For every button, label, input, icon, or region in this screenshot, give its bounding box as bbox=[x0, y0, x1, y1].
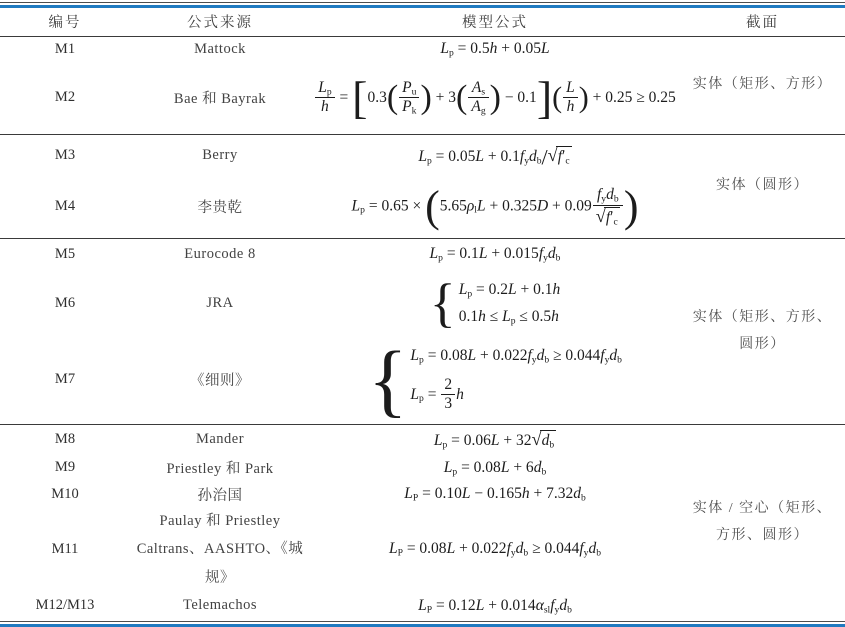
formula-source: Mander bbox=[195, 430, 245, 447]
header-row bbox=[0, 8, 845, 36]
section-cell-g1: 实体（矩形、方形） bbox=[692, 77, 833, 93]
formula-source: 《细则》 bbox=[190, 373, 250, 390]
source-line-1: Paulay 和 Priestley bbox=[159, 513, 281, 529]
row-id: M12/M13 bbox=[35, 597, 95, 614]
group-2 bbox=[0, 134, 845, 238]
formula-source: 李贵乾 bbox=[197, 200, 243, 217]
table-row-m5 bbox=[0, 238, 845, 270]
row-id: M10 bbox=[51, 485, 79, 502]
formula-source: Priestley 和 Park bbox=[166, 461, 274, 477]
model-formula: { $L_p = 0.08L + 0.022f_yd_b \ge 0.044f_yd_b$ $L_p$ = $\frac{2}{3}$ h bbox=[368, 333, 622, 425]
model-formula: $L_p = 0.05L + 0.1f_yd_b/√f'_c$ bbox=[418, 144, 570, 170]
formula-source bbox=[130, 507, 310, 592]
formula-source: Mattock bbox=[194, 40, 246, 57]
source-line-2: Caltrans、AASHTO、《城规》 bbox=[136, 541, 304, 586]
row-id: M11 bbox=[51, 540, 79, 557]
formula-source: 孙治国 bbox=[197, 487, 243, 504]
row-id: M8 bbox=[54, 430, 76, 447]
group-3 bbox=[0, 238, 845, 424]
header-id: 编号 bbox=[48, 15, 82, 32]
row-id: M6 bbox=[54, 294, 76, 311]
model-formula: $L_p = 0.5h + 0.05L$ bbox=[440, 40, 550, 59]
row-id: M2 bbox=[54, 89, 76, 106]
header-source: 公式来源 bbox=[187, 15, 253, 32]
row-id: M9 bbox=[54, 459, 76, 475]
row-id: M1 bbox=[54, 40, 76, 57]
formula-source: Berry bbox=[202, 146, 238, 163]
model-formula: $\frac{L_p}{h}$ = [0.3( $\frac{P_u}{P_k}$ ) + 3( $\frac{A_s}{A_g}$ ) − 0.1]( $\frac{L}{h}$ ) + 0.25 ≥ 0.25 bbox=[310, 62, 680, 134]
table-header bbox=[0, 8, 845, 36]
section-cell-g3: 实体（矩形、方形、圆形） bbox=[692, 309, 833, 352]
formula-table bbox=[0, 8, 845, 620]
model-formula: $L_P = 0.08L + 0.022f_yd_b \ge 0.044f_yd_b$ bbox=[388, 540, 602, 559]
model-formula: $L_p = 0.1L + 0.015f_yd_b$ bbox=[429, 245, 561, 264]
formula-source: JRA bbox=[206, 294, 234, 311]
header-formula: 模型公式 bbox=[462, 15, 528, 32]
model-formula: $L_p = 0.06L + 32√d_b$ bbox=[433, 428, 555, 451]
row-id: M7 bbox=[54, 371, 76, 388]
bottom-accent-rule bbox=[0, 624, 845, 627]
table-row-m8 bbox=[0, 424, 845, 454]
formula-source: Eurocode 8 bbox=[184, 245, 256, 262]
table-row-m1 bbox=[0, 36, 845, 62]
row-id: M3 bbox=[54, 146, 76, 163]
section-cell-g2: 实体（圆形） bbox=[716, 178, 809, 194]
table-row-m3 bbox=[0, 134, 845, 176]
row-id: M4 bbox=[54, 198, 76, 215]
section-cell-g4: 实体 / 空心（矩形、方形、圆形） bbox=[692, 500, 833, 544]
group-4 bbox=[0, 424, 845, 620]
formula-source: Telemachos bbox=[182, 597, 258, 614]
group-1 bbox=[0, 36, 845, 134]
formula-source: Bae 和 Bayrak bbox=[173, 91, 267, 108]
model-formula: $L_P = 0.12L + 0.014\alpha_{sl}f_yd_b$ bbox=[418, 596, 572, 616]
model-formula: $L_p = 0.08L + 6d_b$ bbox=[443, 458, 547, 477]
header-section: 截面 bbox=[746, 15, 779, 32]
model-formula: $L_P = 0.10L - 0.165h + 7.32d_b$ bbox=[404, 485, 586, 504]
row-id: M5 bbox=[54, 245, 76, 262]
model-formula: $L_p = 0.65 \times (5.65\rho_lL + 0.325D + 0.09$ $f_yd_b$ $√f'_c$ ) bbox=[351, 181, 639, 231]
model-formula: { $L_p = 0.2L + 0.1h$ $0.1h \le L_p \le 0.5h$ bbox=[429, 273, 561, 333]
